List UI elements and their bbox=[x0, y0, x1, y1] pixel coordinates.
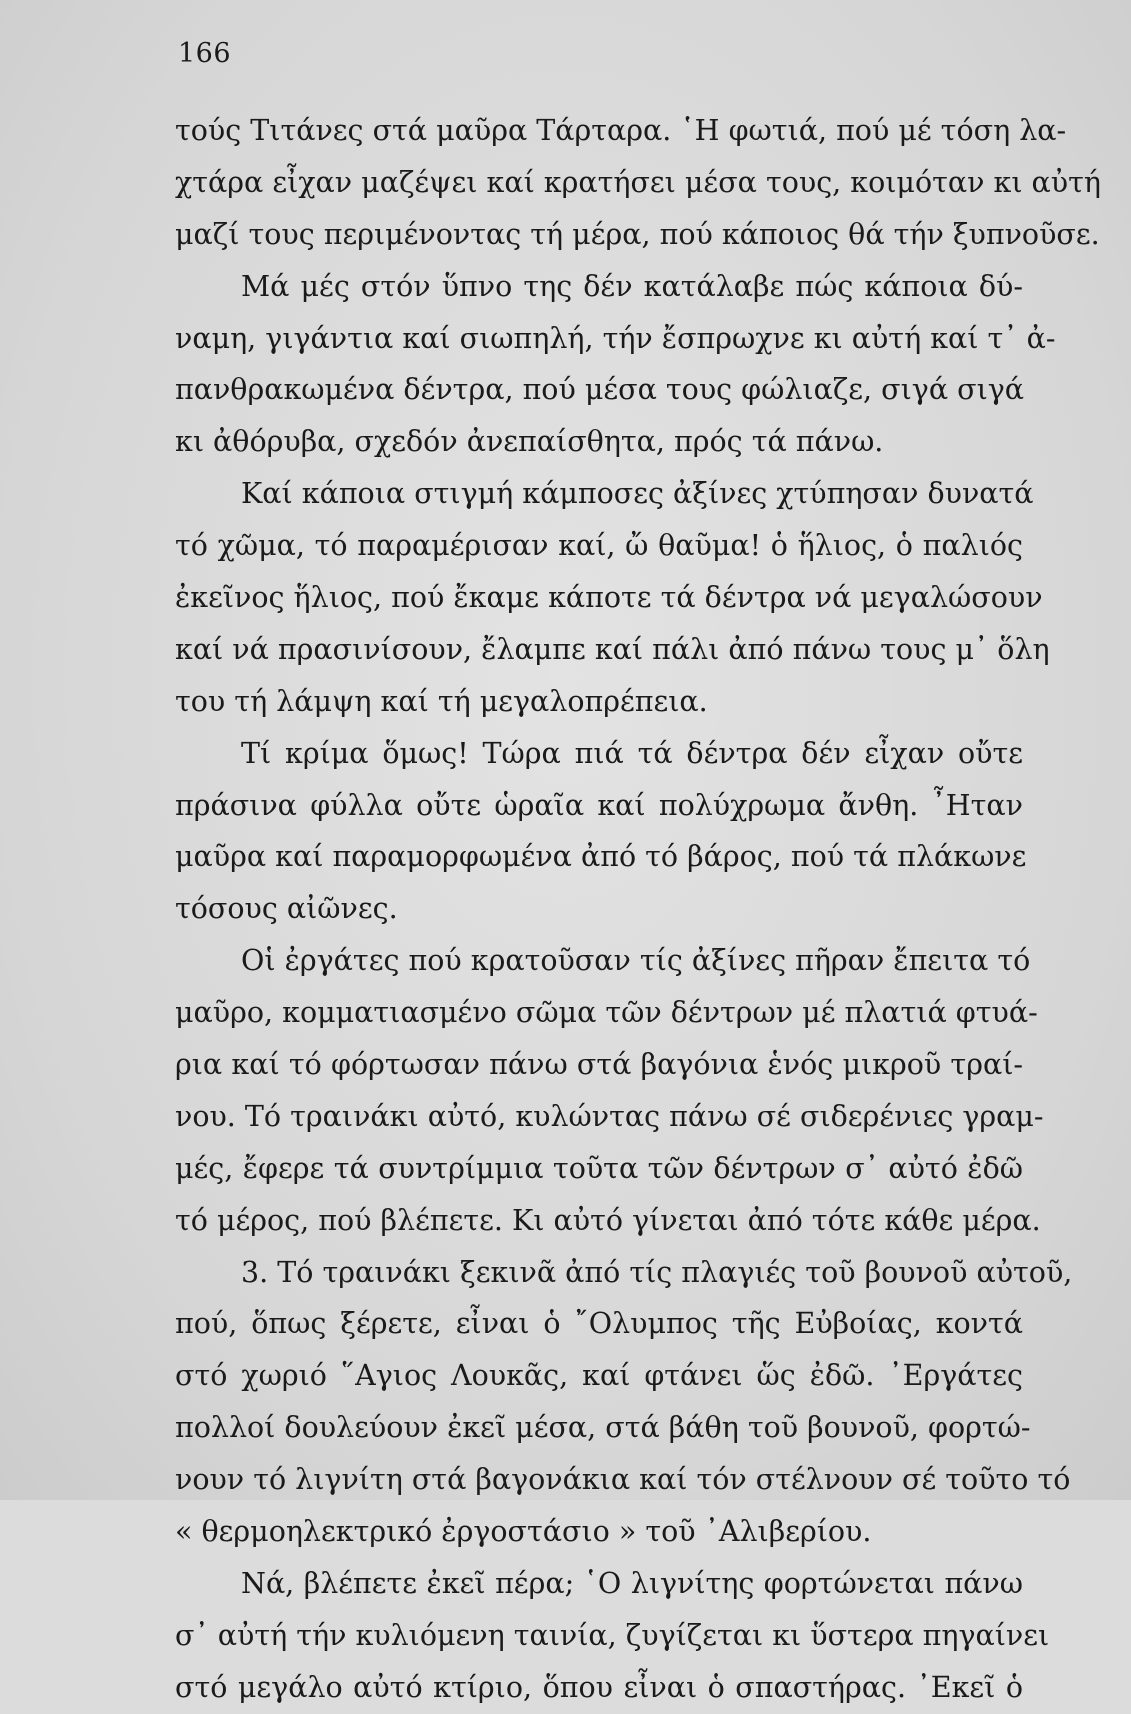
text-line: μαζί τους περιμένοντας τή μέρα, πού κάποιος θά τήν ξυπνοῦσε. bbox=[175, 217, 1100, 251]
text-line: ρια καί τό φόρτωσαν πάνω στά βαγόνια ἑνός μικροῦ τραί- bbox=[175, 1048, 1023, 1082]
text-line: χτάρα εἶχαν μαζέψει καί κρατήσει μέσα τους, κοιμόταν κι αὐτή bbox=[175, 165, 1101, 199]
text-line: « θερμοηλεκτρικό ἐργοστάσιο » τοῦ ᾿Αλιβερίου. bbox=[175, 1515, 872, 1549]
text-line: Τί κρίμα ὅμως! Τώρα πιά τά δέντρα δέν εἶχαν οὔτε bbox=[241, 736, 1023, 770]
body-text bbox=[175, 105, 1101, 1714]
text-line: Μά μές στόν ὕπνο της δέν κατάλαβε πώς κάποια δύ- bbox=[241, 269, 1023, 303]
text-line: καί νά πρασινίσουν, ἔλαμπε καί πάλι ἀπό πάνω τους μ᾿ ὅλη bbox=[175, 632, 1050, 666]
text-line: μές, ἔφερε τά συντρίμμια τοῦτα τῶν δέντρων σ᾿ αὐτό ἐδῶ bbox=[175, 1151, 1023, 1185]
text-line: ἐκεῖνος ἥλιος, πού ἔκαμε κάποτε τά δέντρα νά μεγαλώσουν bbox=[175, 581, 1043, 615]
text-line: νουν τό λιγνίτη στά βαγονάκια καί τόν στέλνουν σέ τοῦτο τό bbox=[175, 1463, 1071, 1497]
text-line: μαῦρα καί παραμορφωμένα ἀπό τό βάρος, πού τά πλάκωνε bbox=[175, 840, 1027, 874]
text-line: πολλοί δουλεύουν ἐκεῖ μέσα, στά βάθη τοῦ βουνοῦ, φορτώ- bbox=[175, 1411, 1031, 1445]
text-line: νου. Τό τραινάκι αὐτό, κυλώντας πάνω σέ σιδερένιες γραμ- bbox=[175, 1099, 1044, 1133]
text-line: πανθρακωμένα δέντρα, πού μέσα τους φώλιαζε, σιγά σιγά bbox=[175, 373, 1025, 407]
text-line: Καί κάποια στιγμή κάμποσες ἀξίνες χτύπησαν δυνατά bbox=[241, 477, 1034, 511]
text-line: στό μεγάλο αὐτό κτίριο, ὅπου εἶναι ὁ σπαστήρας. ᾿Εκεῖ ὁ bbox=[175, 1670, 1023, 1704]
text-line: τούς Τιτάνες στά μαῦρα Τάρταρα. ῾Η φωτιά, πού μέ τόση λα- bbox=[175, 114, 1067, 147]
text-line: πράσινα φύλλα οὔτε ὡραῖα καί πολύχρωμα ἄνθη. ῏Ηταν bbox=[175, 788, 1023, 822]
text-line: τό χῶμα, τό παραμέρισαν καί, ὤ θαῦμα! ὁ ἥλιος, ὁ παλιός bbox=[175, 529, 1023, 563]
text-line: 3. Τό τραινάκι ξεκινᾶ ἀπό τίς πλαγιές τοῦ βουνοῦ αὐτοῦ, bbox=[241, 1255, 1073, 1289]
text-line: σ᾿ αὐτή τήν κυλιόμενη ταινία, ζυγίζεται κι ὕστερα πηγαίνει bbox=[175, 1618, 1050, 1652]
text-line: πού, ὅπως ξέρετε, εἶναι ὁ ῎Ολυμπος τῆς Εὐβοίας, κοντά bbox=[175, 1307, 1023, 1341]
page-number: 166 bbox=[178, 38, 232, 69]
text-line: τό μέρος, πού βλέπετε. Κι αὐτό γίνεται ἀπό τότε κάθε μέρα. bbox=[175, 1203, 1041, 1237]
text-line: κι ἀθόρυβα, σχεδόν ἀνεπαίσθητα, πρός τά πάνω. bbox=[175, 425, 884, 459]
text-line: του τή λάμψη καί τή μεγαλοπρέπεια. bbox=[175, 684, 708, 718]
text-line: τόσους αἰῶνες. bbox=[175, 892, 398, 926]
text-line: Οἱ ἐργάτες πού κρατοῦσαν τίς ἀξίνες πῆραν ἔπειτα τό bbox=[241, 944, 1031, 978]
text-line: στό χωριό ῞Αγιος Λουκᾶς, καί φτάνει ὥς ἐδῶ. ᾿Εργάτες bbox=[175, 1359, 1023, 1393]
text-line: ναμη, γιγάντια καί σιωπηλή, τήν ἔσπρωχνε κι αὐτή καί τ᾿ ἀ- bbox=[175, 321, 1056, 355]
text-line: μαῦρο, κομματιασμένο σῶμα τῶν δέντρων μέ πλατιά φτυά- bbox=[175, 996, 1038, 1030]
text-line: Νά, βλέπετε ἐκεῖ πέρα; ῾Ο λιγνίτης φορτώνεται πάνω bbox=[241, 1566, 1023, 1600]
